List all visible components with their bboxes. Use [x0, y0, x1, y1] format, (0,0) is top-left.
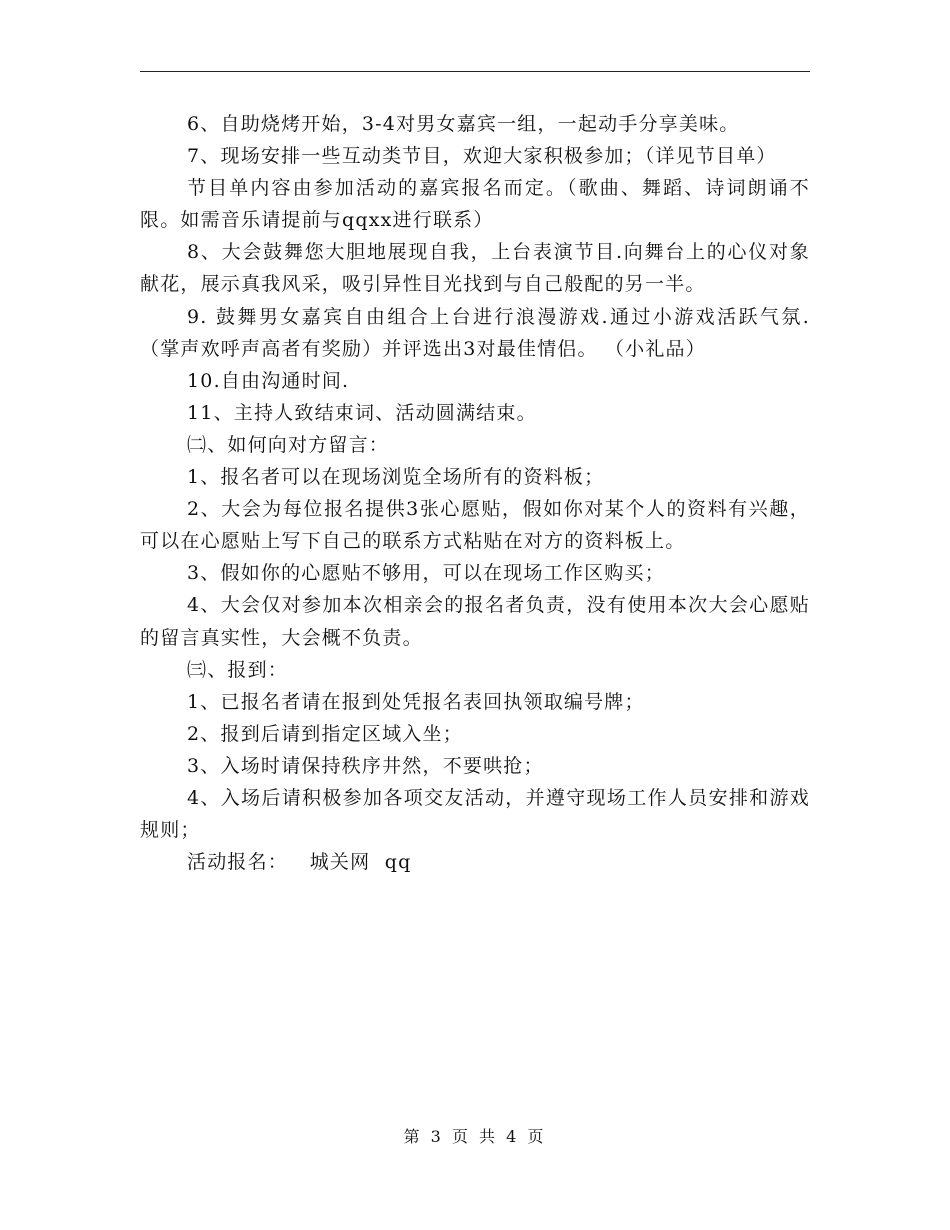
page-number: 第 3 页 共 4 页	[403, 1127, 547, 1146]
section-heading-message: ㈡、如何向对方留言：	[187, 433, 390, 456]
paragraph-message-1: 1、报名者可以在现场浏览全场所有的资料板；	[187, 466, 605, 489]
paragraph-program-note: 节目单内容由参加活动的嘉宾报名而定。（歌曲、舞蹈、诗词朗诵不限。如需音乐请提前与qqxx进行联系）	[140, 177, 810, 232]
paragraph-checkin-1: 1、已报名者请在报到处凭报名表回执领取编号牌；	[187, 690, 645, 713]
document-body	[140, 108, 810, 878]
paragraph-checkin-4: 4、入场后请积极参加各项交友活动，并遵守现场工作人员安排和游戏规则；	[140, 786, 810, 842]
paragraph-registration: 活动报名： 城关网 qq	[187, 851, 412, 874]
paragraph-item-9: 9. 鼓舞男女嘉宾自由组合上台进行浪漫游戏.通过小游戏活跃气氛.（掌声欢呼声高者有奖励）并评选出3对最佳情侣。 （小礼品）	[140, 305, 810, 360]
paragraph-checkin-3: 3、入场时请保持秩序井然，不要哄抢；	[187, 754, 544, 777]
paragraph-item-8: 8、大会鼓舞您大胆地展现自我，上台表演节目.向舞台上的心仪对象献花，展示真我风采，吸引异性目光找到与自己般配的另一半。	[140, 241, 810, 296]
paragraph-message-3: 3、假如你的心愿贴不够用，可以在现场工作区购买；	[187, 562, 665, 585]
paragraph-checkin-2: 2、报到后请到指定区域入坐；	[187, 722, 463, 745]
section-heading-checkin: ㈢、报到：	[187, 658, 289, 681]
paragraph-item-7: 7、现场安排一些互动类节目，欢迎大家积极参加；（详见节目单）	[187, 145, 777, 168]
paragraph-message-4: 4、大会仅对参加本次相亲会的报名者负责，没有使用本次大会心愿贴的留言真实性，大会概不负责。	[140, 594, 810, 649]
paragraph-item-10: 10.自由沟通时间.	[187, 369, 350, 392]
paragraph-message-2: 2、大会为每位报名提供3张心愿贴，假如你对某个人的资料有兴趣，可以在心愿贴上写下自己的联系方式粘贴在对方的资料板上。	[140, 498, 810, 553]
paragraph-item-6: 6、自助烧烤开始，3-4对男女嘉宾一组，一起动手分享美味。	[187, 113, 740, 135]
paragraph-item-11: 11、主持人致结束词、活动圆满结束。	[187, 401, 537, 424]
header-rule	[140, 71, 810, 72]
